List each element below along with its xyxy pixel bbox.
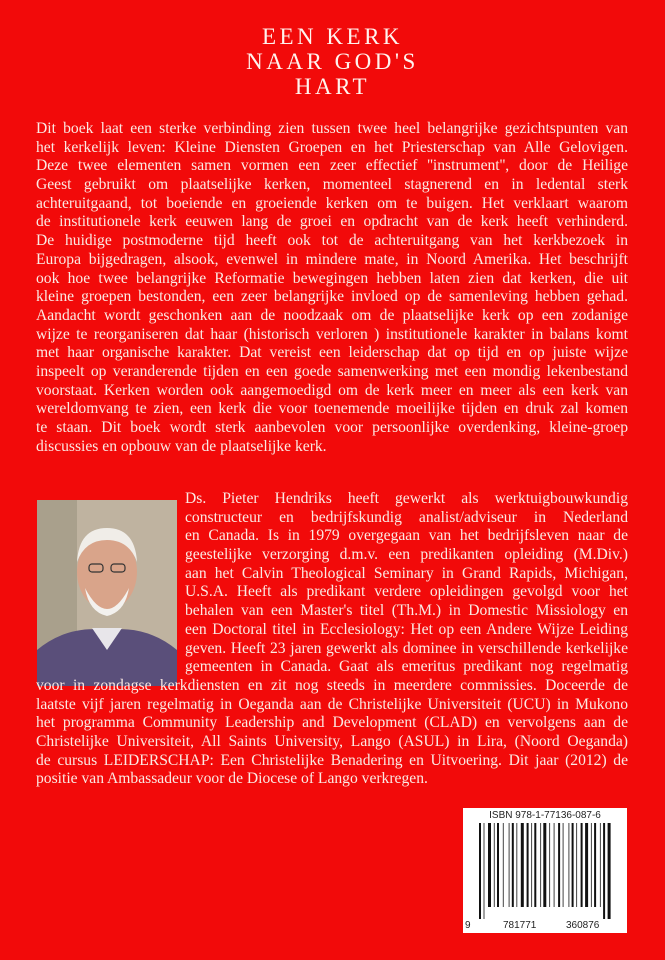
- barcode-bar: [608, 823, 611, 919]
- barcode-bar: [554, 823, 555, 907]
- barcode-bars: [469, 823, 621, 921]
- text-line: Dit boek laat een sterke verbinding zien tussen twee heel belangrijke gezichtspunten van: [36, 120, 628, 137]
- barcode-bar: [572, 823, 574, 907]
- text-line: ook hoe twee belangrijke Reformatie bewegingen hebben laten zien dat kerken, die uit: [36, 269, 628, 287]
- text-line: Europa bijgedragen, alsook, evenwel in mindere mate, in Noord Amerika. Het beschrijft: [36, 250, 628, 268]
- barcode-bar: [521, 823, 524, 907]
- text-line: positie van Ambassadeur voor de Diocese of Lango verkregen.: [36, 770, 428, 788]
- text-line: U.S.A. Heeft als predikant verdere opleidingen gevolgd voor het: [185, 583, 628, 601]
- title-line: NAAR GOD'S: [246, 49, 419, 74]
- barcode-digits-left: 781771: [503, 920, 537, 931]
- text-line: constructeur en bedrijfskundig analist/adviseur in Nederland: [185, 508, 628, 526]
- barcode-bar: [603, 823, 605, 919]
- barcode-bar: [563, 823, 564, 907]
- text-line: wereldomvang te zien, een kerk die voor toenemende moeilijke tijden en druk zal komen: [36, 400, 628, 418]
- barcode-digit-prefix: 9: [465, 920, 471, 931]
- barcode-bar: [494, 823, 495, 907]
- text-line: de cursus LEIDERSCHAP: Een Christelijke Benadering en Uitvoering. Dit jaar (2012) de: [36, 751, 628, 769]
- title-line: HART: [294, 74, 371, 99]
- title-line: EEN KERK: [261, 24, 404, 49]
- book-description: [36, 120, 628, 456]
- text-line: discussies en opbouw van de plaatselijke kerk.: [36, 437, 327, 455]
- barcode-bar: [488, 823, 491, 907]
- barcode-digits-right: 360876: [566, 920, 600, 931]
- author-bio: [185, 490, 628, 677]
- text-line: te staan. Dit boek wordt sterk aanbevolen voor persoonlijke overdenking, kleine-groep: [36, 419, 628, 436]
- isbn-barcode: [463, 808, 627, 933]
- barcode-bar: [503, 823, 504, 907]
- book-title: [0, 24, 665, 99]
- text-line: behalen van een Master's titel (Th.M.) in Domestic Missiology en: [185, 602, 628, 620]
- barcode-bar: [549, 823, 550, 907]
- text-line: laatste vijf jaren regelmatig in Oeganda aan de Christelijke Universiteit (UCU) in Mukono: [36, 695, 628, 713]
- text-line: aan het Calvin Theological Seminary in Grand Rapids, Michigan,: [185, 564, 628, 582]
- text-line: de institutionele kerk eeuwen lang de groei en opdracht van de kerk heeft verhinderd.: [36, 213, 628, 231]
- barcode-bar: [479, 823, 481, 919]
- text-line: Geest gebruikt om plaatselijke kerken, momenteel stagnerend en in ledental sterk: [36, 176, 628, 194]
- text-line: met haar organische karakter. Dat vereist een leiderschap dat op tijd en op juiste wijze: [36, 344, 628, 362]
- text-line: een Doctoral titel in Ecclesiology: Het op een Andere Wijze Leiding: [185, 620, 628, 638]
- text-line: Aandacht wordt geschonken aan de noodzaak om de plaatselijke kerk op een zodanige: [36, 306, 628, 324]
- text-line: geven. Heeft 23 jaren gewerkt als dominee in verschillende kerkelijke: [185, 639, 628, 657]
- text-line: Ds. Pieter Hendriks heeft gewerkt als werktuigbouwkundig: [185, 490, 628, 507]
- text-line: voor in zondagse kerkdiensten en zit nog steeds in meerdere commissies. Doceerde de: [36, 677, 628, 694]
- text-line: achteruitgaand, tot boeiende en groeiende kerken om te buigen. Het verklaart waarom: [36, 194, 628, 212]
- barcode-bar: [531, 823, 532, 907]
- barcode-bar: [594, 823, 596, 907]
- barcode-bar: [534, 823, 536, 907]
- text-line: inspeelt op veranderende tijden en een goede samenwerking met een mondig lekenbestand: [36, 362, 628, 380]
- barcode-bar: [516, 823, 517, 907]
- barcode-bar: [543, 823, 546, 907]
- barcode-bar: [585, 823, 588, 907]
- barcode-bar: [591, 823, 592, 907]
- author-photo: [37, 500, 177, 686]
- barcode-bar: [581, 823, 583, 907]
- text-line: wijze te reorganiseren dat haar (historisch verloren ) institutionele karakter in balans komt: [36, 325, 628, 343]
- barcode-bar: [576, 823, 577, 907]
- text-line: geestelijke verzorging d.m.v. een predikanten opleiding (M.Div.): [185, 546, 628, 564]
- text-line: het programma Community Leadership and Development (CLAD) en vervolgens aan de: [36, 714, 628, 732]
- text-line: gemeenten in Canada. Gaat als emeritus predikant nog regelmatig: [185, 658, 628, 676]
- barcode-bar: [484, 823, 485, 919]
- barcode-bar: [497, 823, 499, 907]
- barcode-bar: [568, 823, 569, 907]
- barcode-bar: [509, 823, 510, 907]
- author-bio-continued: [36, 677, 628, 789]
- text-line: Christelijke Universiteit, All Saints University, Lango (ASUL) in Lira, (Noord Oeganda): [36, 733, 628, 751]
- text-line: en Canada. Is in 1979 overgegaan van het bedrijfsleven naar de: [185, 527, 628, 545]
- text-line: Deze twee elementen samen vormen een zeer effectief ''instrument'', door de Heilige: [36, 157, 628, 175]
- text-line: De huidige postmoderne tijd heeft ook tot de achteruitgang van het kerkbezoek in: [36, 232, 628, 250]
- barcode-bar: [600, 823, 601, 907]
- isbn-label: ISBN 978-1-77136-087-6: [489, 810, 601, 821]
- barcode-bar: [512, 823, 514, 907]
- text-line: kleine groepen bestonden, een zeer belangrijke invloed op de samenleving hebben gehad.: [36, 288, 628, 306]
- text-line: het kerkelijk leven: Kleine Diensten Groepen en het Priesterschap van Alle Gelovigen.: [36, 138, 628, 156]
- barcode-bar: [558, 823, 560, 907]
- barcode-bar: [540, 823, 541, 907]
- text-line: voorstaat. Kerken worden ook aangemoedigd om de kerk meer en meer als een kerk van: [36, 381, 628, 399]
- barcode-bar: [527, 823, 529, 907]
